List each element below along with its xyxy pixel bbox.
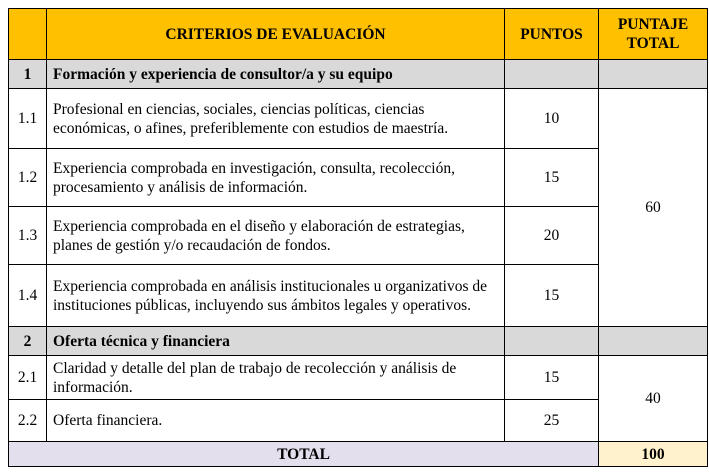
criterion-number: 2.2 (9, 400, 47, 442)
header-total-score: PUNTAJE TOTAL (599, 9, 708, 60)
criterion-text: Experiencia comprobada en investigación, consulta, recolección, procesamiento y análisis de información. (47, 149, 505, 207)
criterion-text: Claridad y detalle del plan de trabajo de recolección y análisis de información. (47, 356, 505, 400)
criterion-points: 25 (505, 400, 599, 442)
section-number: 1 (9, 60, 47, 89)
section-row-2 (9, 327, 708, 356)
section-subtotal: 40 (599, 356, 708, 442)
table-row (9, 356, 708, 400)
section-subtotal: 60 (599, 89, 708, 327)
table-row (9, 89, 708, 149)
section-points-empty (505, 60, 599, 89)
criterion-number: 1.1 (9, 89, 47, 149)
evaluation-criteria-document (8, 8, 708, 467)
total-row (9, 442, 708, 467)
criterion-number: 2.1 (9, 356, 47, 400)
section-title: Oferta técnica y financiera (47, 327, 505, 356)
section-row-1 (9, 60, 708, 89)
criterion-text: Oferta financiera. (47, 400, 505, 442)
criterion-text: Experiencia comprobada en análisis institucionales u organizativos de instituciones públicas, incluyendo sus ámbitos legales y operativos. (47, 265, 505, 327)
criterion-points: 15 (505, 149, 599, 207)
section-total-empty (599, 60, 708, 89)
evaluation-criteria-table (8, 8, 708, 467)
criterion-text: Profesional en ciencias, sociales, ciencias políticas, ciencias económicas, o afines, preferiblemente con estudios de maestría. (47, 89, 505, 149)
criterion-points: 20 (505, 207, 599, 265)
criterion-number: 1.3 (9, 207, 47, 265)
criterion-number: 1.2 (9, 149, 47, 207)
section-title: Formación y experiencia de consultor/a y su equipo (47, 60, 505, 89)
criterion-text: Experiencia comprobada en el diseño y elaboración de estrategias, planes de gestión y/o recaudación de fondos. (47, 207, 505, 265)
criterion-points: 15 (505, 265, 599, 327)
header-points: PUNTOS (505, 9, 599, 60)
total-label: TOTAL (9, 442, 599, 467)
criterion-points: 15 (505, 356, 599, 400)
grand-total-value: 100 (599, 442, 708, 467)
section-total-empty (599, 327, 708, 356)
section-number: 2 (9, 327, 47, 356)
criterion-number: 1.4 (9, 265, 47, 327)
header-number-cell (9, 9, 47, 60)
section-points-empty (505, 327, 599, 356)
header-criteria: CRITERIOS DE EVALUACIÓN (47, 9, 505, 60)
criterion-points: 10 (505, 89, 599, 149)
table-header-row (9, 9, 708, 60)
